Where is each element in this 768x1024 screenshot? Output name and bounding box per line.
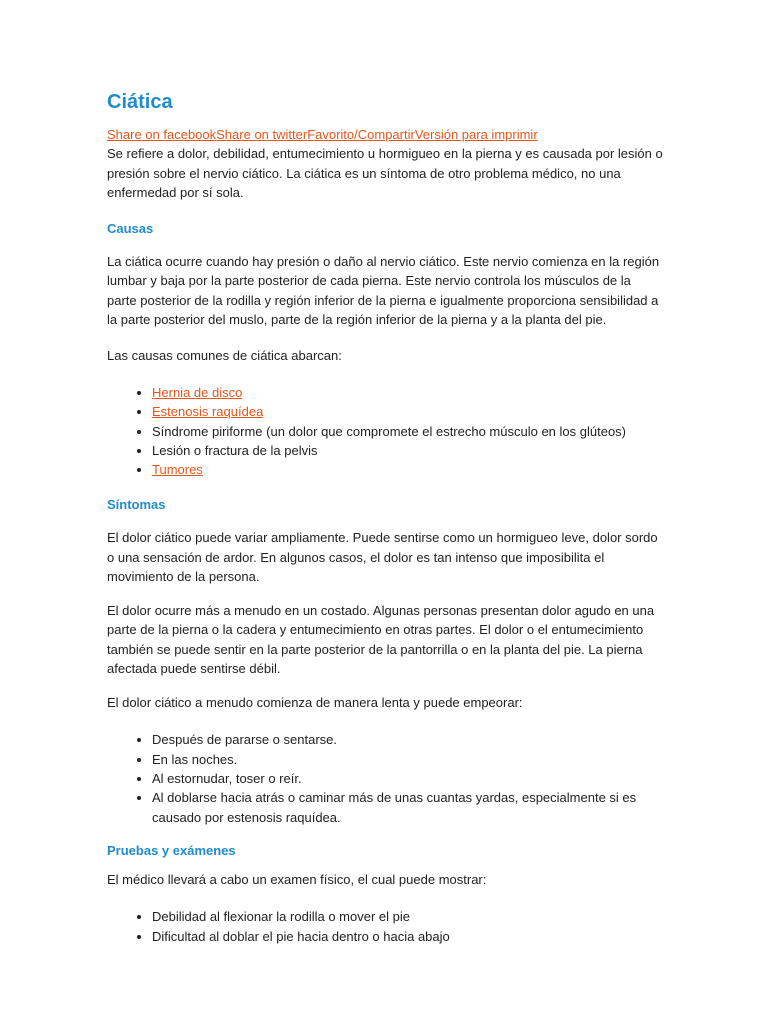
list-item: • En las noches. — [152, 750, 663, 769]
symptoms-paragraph-3: El dolor ciático a menudo comienza de manera lenta y puede empeorar: — [107, 694, 523, 710]
intro-paragraph: Se refiere a dolor, debilidad, entumecimiento u hormigueo en la pierna y es causada por lesión o presión sobre el nervio ciático. La ciática es un síntoma de otro problema médico, no una enfermedad por sí sola. — [107, 146, 663, 200]
list-item — [152, 383, 663, 402]
section-heading-tests: Pruebas y exámenes — [107, 842, 236, 858]
list-item: • Después de pararse o sentarse. — [152, 730, 663, 749]
share-twitter-link[interactable]: Share on twitter — [216, 127, 308, 142]
tests-paragraph-1: El médico llevará a cabo un examen físico, el cual puede mostrar: — [107, 871, 487, 887]
section-heading-symptoms: Síntomas — [107, 497, 166, 513]
list-item: • Debilidad al flexionar la rodilla o mover el pie — [152, 907, 663, 926]
page-title: Ciática — [107, 91, 173, 113]
list-item: • Al doblarse hacia atrás o caminar más de unas cuantas yardas, especialmente si es causado por estenosis raquídea. — [152, 788, 663, 827]
causes-paragraph-1: La ciática ocurre cuando hay presión o daño al nervio ciático. Este nervio comienza en la región lumbar y baja por la parte posterior de cada pierna. Este nervio controla los músculos de la parte posterior de la rodilla y región inferior de la pierna e igualmente proporciona sensibilidad a la parte posterior del muslo, parte de la región inferior de la pierna y a la planta del pie. — [107, 253, 660, 327]
article-content — [107, 90, 663, 946]
causes-list — [107, 383, 663, 479]
favorite-share-link[interactable]: Favorito/Compartir — [307, 127, 415, 142]
estenosis-link[interactable]: Estenosis raquídea — [152, 404, 264, 420]
print-version-link[interactable]: Versión para imprimir — [414, 127, 538, 142]
list-item: • Dificultad al doblar el pie hacia dentro o hacia abajo — [152, 927, 663, 946]
tests-list — [107, 907, 663, 946]
list-item: • Al estornudar, toser o reír. — [152, 769, 663, 788]
hernia-link[interactable]: Hernia de disco — [152, 385, 243, 400]
symptoms-paragraph-2: El dolor ocurre más a menudo en un costado. Algunas personas presentan dolor agudo en una parte de la pierna o la cadera y entumecimiento en otras partes. El dolor o el entumecimiento también se puede sentir en la parte posterior de la pantorrilla o en la planta del pie. La pierna afectada puede sentirse débil. — [107, 602, 655, 677]
list-item — [152, 402, 663, 421]
causes-paragraph-2: Las causas comunes de ciática abarcan: — [107, 347, 342, 363]
tumores-link[interactable]: Tumores — [152, 462, 203, 478]
list-item: • Síndrome piriforme (un dolor que compromete el estrecho músculo en los glúteos) — [152, 422, 663, 441]
list-item: • Lesión o fractura de la pelvis — [152, 441, 663, 460]
symptoms-list — [107, 730, 663, 826]
list-item — [152, 460, 663, 479]
share-links — [107, 125, 663, 144]
share-facebook-link[interactable]: Share on facebook — [107, 127, 217, 142]
section-heading-causes: Causas — [107, 220, 154, 236]
symptoms-paragraph-1: El dolor ciático puede variar ampliamente. Puede sentirse como un hormigueo leve, dolor sordo o una sensación de ardor. En algunos casos, el dolor es tan intenso que imposibilita el movimiento de la persona. — [107, 530, 658, 585]
